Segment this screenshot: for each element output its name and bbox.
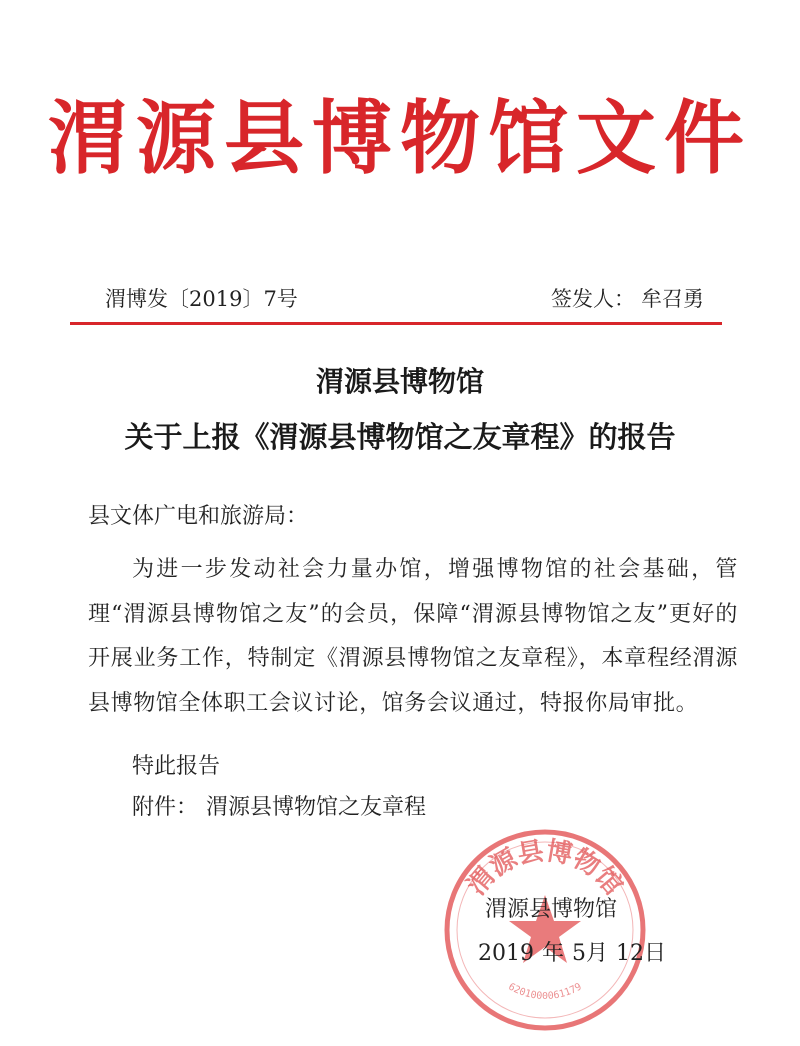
attachment-name: 渭源县博物馆之友章程: [206, 795, 427, 820]
attachment-line: [132, 793, 426, 823]
date-day-unit: 日: [644, 941, 667, 966]
date-year: 2019: [478, 941, 534, 966]
document-masthead: 渭源县博物馆文件: [48, 91, 752, 185]
date-day: 12: [616, 941, 645, 966]
seal-serial: 6201000061179: [506, 981, 584, 1003]
closing-remark: 特此报告: [132, 754, 221, 779]
signer-label: 签发人：: [551, 287, 635, 311]
date-month-unit: 月: [586, 941, 609, 966]
date-year-unit: 年: [542, 941, 565, 966]
report-title-line-1: 渭源县博物馆: [315, 365, 484, 398]
svg-text:6201000061179: [506, 981, 583, 1002]
svg-text:渭源县博物馆: [462, 836, 629, 901]
document-number: 渭博发〔2019〕7号: [105, 287, 298, 311]
signer-line: [551, 285, 704, 313]
attachment-label: 附件：: [132, 795, 199, 820]
seal-arc-text: 渭源县博物馆: [461, 836, 629, 902]
report-body: 为进一步发动社会力量办馆，增强博物馆的社会基础，管理“渭源县博物馆之友”的会员，保障“渭源县博物馆之友”更好的开展业务工作，特制定《渭源县博物馆之友章程》，本章程经渭源县博物馆全体职工会议讨论，馆务会议通过，特报你局审批。: [88, 557, 738, 716]
red-divider-line: [70, 322, 722, 325]
addressee: 县文体广电和旅游局：: [88, 504, 309, 529]
date-month: 5: [572, 941, 587, 966]
report-title-line-2: 关于上报《渭源县博物馆之友章程》的报告: [124, 420, 676, 454]
signature-organization: 渭源县博物馆: [485, 897, 618, 922]
official-seal-icon: [440, 825, 650, 1035]
signer-name: 牟召勇: [641, 287, 704, 311]
signature-date: [478, 939, 666, 969]
